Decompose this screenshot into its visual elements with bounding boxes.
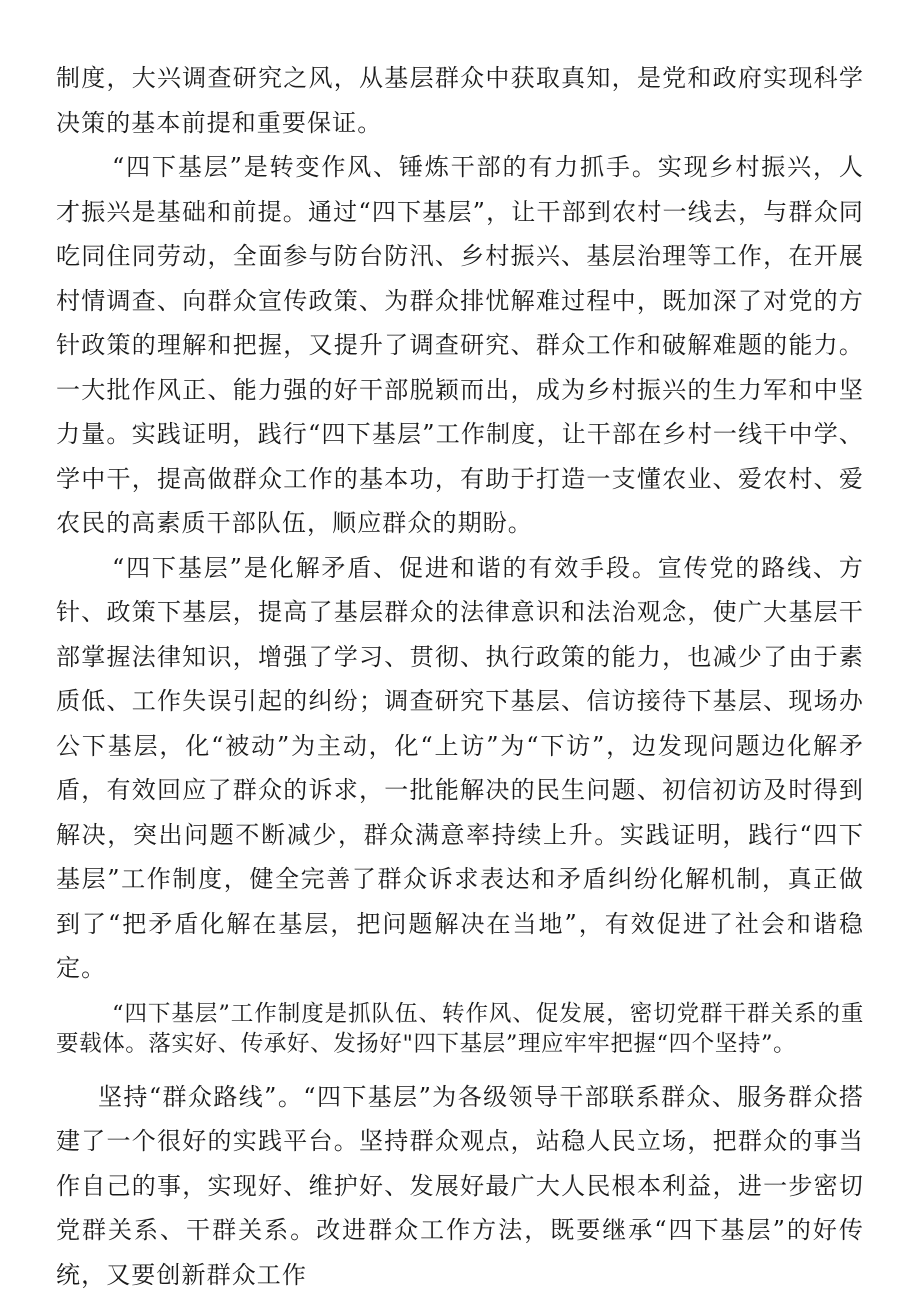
paragraph-4: “四下基层”工作制度是抓队伍、转作风、促发展，密切党群干群关系的重要载体。落实好、传承好、发扬好"四下基层”理应牢牢把握“四个坚持”。 bbox=[56, 1000, 864, 1057]
paragraph-1: 制度，大兴调查研究之风，从基层群众中获取真知，是党和政府实现科学决策的基本前提和重要保证。 bbox=[56, 64, 864, 137]
paragraph-3: “四下基层”是化解矛盾、促进和谐的有效手段。宣传党的路线、方针、政策下基层，提高了基层群众的法律意识和法治观念，使广大基层干部掌握法律知识，增强了学习、贯彻、执行政策的能力，也减少了由于素质低、工作失误引起的纠纷；调查研究下基层、信访接待下基层、现场办公下基层，化“被动”为主动，化“上访”为“下访”，边发现问题边化解矛盾，有效回应了群众的诉求，一批能解决的民生问题、初信初访及时得到解决，突出问题不断减少，群众满意率持续上升。实践证明，践行“四下基层”工作制度，健全完善了群众诉求表达和矛盾纠纷化解机制，真正做到了“把矛盾化解在基层，把问题解决在当地”，有效促进了社会和谐稳定。 bbox=[56, 553, 864, 982]
paragraph-5: 坚持“群众路线”。“四下基层”为各级领导干部联系群众、服务群众搭建了一个很好的实践平台。坚持群众观点，站稳人民立场，把群众的事当作自己的事，实现好、维护好、发展好最广大人民根本利益，进一步密切党群关系、干群关系。改进群众工作方法，既要继承“四下基层”的好传统，又要创新群众工作 bbox=[56, 1082, 864, 1289]
document-page bbox=[56, 56, 864, 1297]
paragraph-2: “四下基层”是转变作风、锤炼干部的有力抓手。实现乡村振兴，人才振兴是基础和前提。通过“四下基层”，让干部到农村一线去，与群众同吃同住同劳动，全面参与防台防汛、乡村振兴、基层治理等工作，在开展村情调查、向群众宣传政策、为群众排忧解难过程中，既加深了对党的方针政策的理解和把握，又提升了调查研究、群众工作和破解难题的能力。一大批作风正、能力强的好干部脱颖而出，成为乡村振兴的生力军和中坚力量。实践证明，践行“四下基层”工作制度，让干部在乡村一线干中学、学中干，提高做群众工作的基本功，有助于打造一支懂农业、爱农村、爱农民的高素质干部队伍，顺应群众的期盼。 bbox=[56, 153, 864, 537]
